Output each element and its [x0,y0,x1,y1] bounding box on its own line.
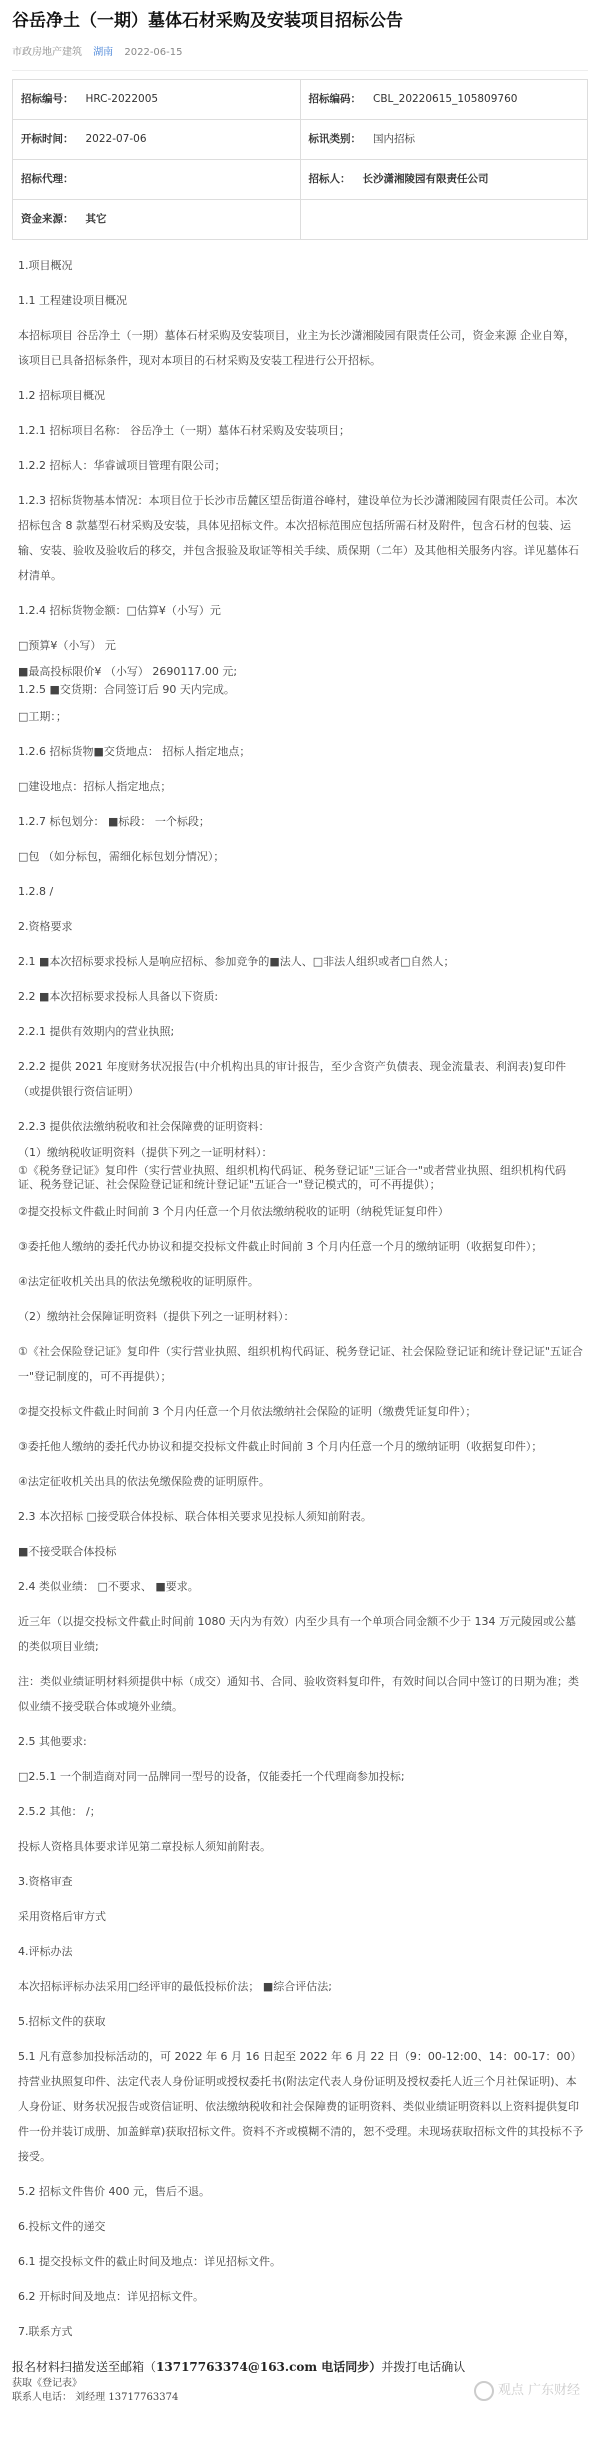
notice-content [12,248,588,2349]
content-paragraph: □工期：； [18,709,67,723]
footer-line-3: 联系人电话： 刘经理 13717763374 [12,2391,179,2403]
content-paragraph: 7.联系方式 [18,2324,73,2338]
watermark-icon [474,2381,494,2401]
info-label: 招标编码： [308,92,361,105]
content-paragraph: 1.2.1 招标项目名称： 谷岳净土（一期）墓体石材采购及安装项目； [18,423,350,437]
content-paragraph: 5.招标文件的获取 [18,2014,106,2028]
info-cell [13,159,301,199]
info-label: 标讯类别： [308,132,361,145]
info-value: 其它 [85,212,107,225]
info-value: 长沙潇湘陵园有限责任公司 [362,172,489,185]
content-paragraph: 1.2 招标项目概况 [18,388,105,402]
content-paragraph: 2.5.2 其他： /； [18,1804,101,1818]
info-label: 招标编号： [21,92,74,105]
content-paragraph: 6.2 开标时间及地点：详见招标文件。 [18,2289,204,2303]
content-paragraph: 2.4 类似业绩： □不要求、 ■要求。 [18,1579,199,1593]
info-cell [13,119,301,159]
content-paragraph: □2.5.1 一个制造商对同一品牌同一型号的设备，仅能委托一个代理商参加投标; [18,1769,405,1783]
content-paragraph: 1.2.7 标包划分： ■标段： 一个标段； [18,814,210,828]
content-paragraph: 3.资格审查 [18,1874,73,1888]
info-cell [300,119,588,159]
info-cell [300,159,588,199]
content-paragraph: ②提交投标文件截止时间前 3 个月内任意一个月依法缴纳税收的证明（纳税凭证复印件） [18,1204,449,1218]
content-paragraph: 2.2 ■本次招标要求投标人具备以下资质: [18,989,219,1003]
content-paragraph: 2.2.3 提供依法缴纳税收和社会保障费的证明资料： [18,1119,270,1133]
content-paragraph: 1.2.3 招标货物基本情况：本项目位于长沙市岳麓区望岳街道谷峰村，建设单位为长沙潇湘陵园有限责任公司。本次招标包含 8 款墓型石材采购及安装，具体见招标文件。本次招标范围应包括所需石材及附件，包含石材的包装、运输、安装、验收及验收后的移交，并包含报验及取证等相关手续、质保期（二年）及其他相关服务内容。详见墓体石材清单。 [18,493,579,582]
content-paragraph: □预算¥（小写） 元 [18,638,116,652]
info-table [12,79,588,240]
footer-email[interactable]: 13717763374@163.com [156,2359,318,2374]
info-label: 招标代理： [21,172,74,185]
info-value: 国内招标 [373,132,415,145]
content-paragraph: 2.资格要求 [18,919,73,933]
content-paragraph: 本次招标评标办法采用□经评审的最低投标价法； ■综合评估法; [18,1979,332,1993]
content-paragraph: 本招标项目 谷岳净土（一期）墓体石材采购及安装项目，业主为长沙潇湘陵园有限责任公司，资金来源 企业自筹，该项目已具备招标条件，现对本项目的石材采购及安装工程进行公开招标。 [18,328,575,367]
info-label: 开标时间： [21,132,74,145]
content-paragraph: 注：类似业绩证明材料须提供中标（成交）通知书、合同、验收资料复印件，有效时间以合同中签订的日期为准；类似业绩不接受联合体或境外业绩。 [18,1674,579,1713]
content-paragraph: 采用资格后审方式 [18,1909,106,1923]
content-paragraph: 1.2.8 / [18,884,54,898]
info-cell [300,199,588,239]
info-cell [13,79,301,119]
meta-region[interactable]: 湖南 [93,46,114,58]
info-value: CBL_20220615_105809760 [373,92,518,105]
content-paragraph: 5.2 招标文件售价 400 元，售后不退。 [18,2184,210,2198]
info-cell [300,79,588,119]
meta-source[interactable]: 市政房地产建筑 [12,46,82,58]
content-paragraph: ①《税务登记证》复印件（实行营业执照、组织机构代码证、税务登记证"三证合一"或者营业执照、组织机构代码证、税务登记证、社会保险登记证和统计登记证"五证合一"登记模式的，可不再提供）； [18,1163,566,1191]
content-paragraph: （2）缴纳社会保障证明资料（提供下列之一证明材料）： [18,1309,295,1323]
content-paragraph: ③委托他人缴纳的委托代办协议和提交投标文件截止时间前 3 个月内任意一个月的缴纳证明（收据复印件）； [18,1239,543,1253]
content-paragraph: 2.5 其他要求: [18,1734,87,1748]
info-row [13,159,588,199]
footer-mid: 电话同步） [317,2359,382,2374]
info-value: HRC-2022005 [85,92,159,105]
footer-line-2: 获取《登记表》 [12,2377,82,2389]
content-paragraph: ①《社会保险登记证》复印件（实行营业执照、组织机构代码证、税务登记证、社会保险登记证和统计登记证"五证合一"登记制度的，可不再提供）； [18,1344,583,1383]
content-paragraph: 1.项目概况 [18,258,73,272]
content-paragraph: ④法定征收机关出具的依法免缴税收的证明原件。 [18,1274,259,1288]
content-paragraph: 5.1 凡有意参加投标活动的，可 2022 年 6 月 16 日起至 2022 年 6 月 22 日（9：00-12:00、14：00-17：00）持营业执照复印件、法定代表人身份证明或授权委托书(附法定代表人身份证明及授权委托人近三个月社保证明)、本人身份证、财务状况报告或资信证明、依法缴纳税收和社会保障费的证明资料、类似业绩证明资料以上资料提供复印件一份并装订成册、加盖鲜章)获取招标文件。资料不齐或模糊不清的，恕不受理。未现场获取招标文件的其投标不予接受。 [18,2049,584,2163]
content-paragraph: 6.投标文件的递交 [18,2219,106,2233]
watermark [474,2381,580,2401]
info-row [13,119,588,159]
content-paragraph: （1）缴纳税收证明资料（提供下列之一证明材料）： [18,1145,273,1159]
content-paragraph: 1.1 工程建设项目概况 [18,293,127,307]
content-paragraph: 投标人资格具体要求详见第二章投标人须知前附表。 [18,1839,271,1853]
content-paragraph: 1.2.4 招标货物金额：□估算¥（小写）元 [18,603,221,617]
meta-date: 2022-06-15 [124,46,183,58]
content-paragraph: ②提交投标文件截止时间前 3 个月内任意一个月依法缴纳社会保险的证明（缴费凭证复印件）； [18,1404,477,1418]
content-paragraph: 1.2.6 招标货物■交货地点： 招标人指定地点； [18,744,251,758]
content-paragraph: ④法定征收机关出具的依法免缴保险费的证明原件。 [18,1474,270,1488]
content-paragraph: ■不接受联合体投标 [18,1544,117,1558]
content-paragraph: ③委托他人缴纳的委托代办协议和提交投标文件截止时间前 3 个月内任意一个月的缴纳证明（收据复印件）； [18,1439,543,1453]
content-paragraph: □建设地点：招标人指定地点； [18,779,172,793]
info-cell [13,199,301,239]
content-paragraph: 6.1 提交投标文件的截止时间及地点：详见招标文件。 [18,2254,281,2268]
footer-line-1 [12,2357,588,2377]
content-paragraph: ■最高投标限价¥ （小写） 2690117.00 元; [18,664,238,678]
content-paragraph: 4.评标办法 [18,1944,73,1958]
meta-bar [12,39,588,71]
info-value: 2022-07-06 [85,132,147,145]
footer-prefix: 报名材料扫描发送至邮箱（ [12,2359,157,2374]
content-paragraph: 2.2.1 提供有效期内的营业执照; [18,1024,175,1038]
content-paragraph: 2.2.2 提供 2021 年度财务状况报告(中介机构出具的审计报告，至少含资产负债表、现金流量表、利润表)复印件（或提供银行资信证明） [18,1059,567,1098]
content-paragraph: 2.1 ■本次招标要求投标人是响应招标、参加竞争的■法人、□非法人组织或者□自然人； [18,954,455,968]
content-paragraph: □包 （如分标包，需细化标包划分情况）； [18,849,225,863]
info-row [13,199,588,239]
info-label: 招标人： [308,172,351,185]
content-paragraph: 近三年（以提交投标文件截止时间前 1080 天内为有效）内至少具有一个单项合同金额不少于 134 万元陵园或公墓的类似项目业绩; [18,1614,576,1653]
footer-suffix: 并拨打电话确认 [381,2359,466,2374]
watermark-text: 观点 广东财经 [497,2383,580,2399]
page-title: 谷岳净土（一期）墓体石材采购及安装项目招标公告 [12,11,403,31]
contact-footer [12,2357,588,2405]
info-label: 资金来源： [21,212,74,225]
content-paragraph: 1.2.2 招标人：华睿诚项目管理有限公司； [18,458,226,472]
content-paragraph: 1.2.5 ■交货期：合同签订后 90 天内完成。 [18,682,235,696]
info-row [13,79,588,119]
content-paragraph: 2.3 本次招标 □接受联合体投标、联合体相关要求见投标人须知前附表。 [18,1509,372,1523]
